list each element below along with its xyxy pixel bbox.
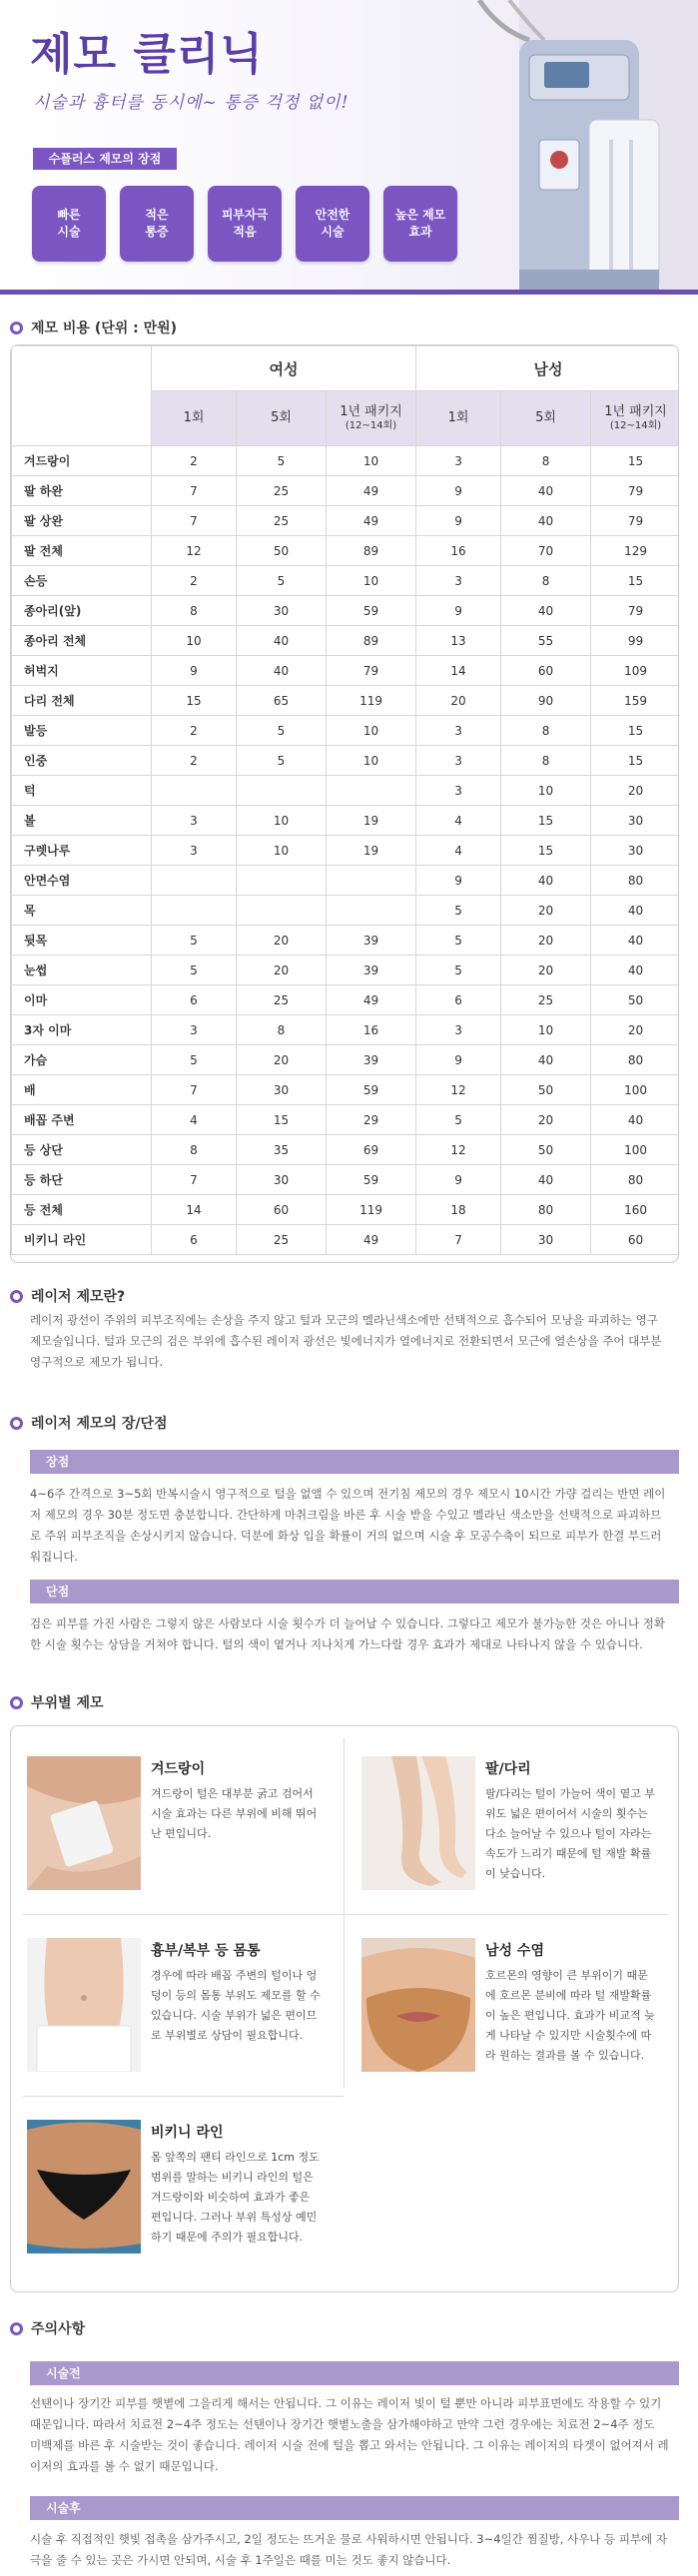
advantages-label: 수플러스 제모의 장점 bbox=[33, 148, 177, 170]
male-price-cell: 25 bbox=[501, 985, 591, 1015]
table-row bbox=[12, 806, 680, 836]
region-cell: 이마 bbox=[12, 985, 152, 1015]
female-price-cell bbox=[237, 776, 327, 806]
female-price-cell bbox=[327, 776, 416, 806]
female-price-cell: 25 bbox=[237, 985, 327, 1015]
table-row bbox=[12, 716, 680, 746]
female-price-cell: 69 bbox=[327, 1135, 416, 1165]
female-price-cell: 39 bbox=[327, 1045, 416, 1075]
divider bbox=[23, 2096, 344, 2097]
female-price-cell: 49 bbox=[327, 1225, 416, 1255]
part-title: 흉부/복부 등 몸통 bbox=[151, 1943, 261, 1959]
table-row bbox=[12, 1015, 680, 1045]
female-price-cell: 15 bbox=[237, 1105, 327, 1135]
male-price-cell: 80 bbox=[501, 1195, 591, 1225]
proscons-heading bbox=[10, 1413, 168, 1433]
table-row bbox=[12, 836, 680, 866]
bikini-image bbox=[27, 2120, 141, 2254]
female-price-cell: 9 bbox=[152, 656, 237, 686]
region-cell: 종아리 전체 bbox=[12, 626, 152, 656]
region-cell: 턱 bbox=[12, 776, 152, 806]
female-price-cell: 7 bbox=[152, 506, 237, 536]
male-price-cell: 15 bbox=[591, 716, 679, 746]
female-price-cell: 10 bbox=[327, 566, 416, 596]
female-price-cell: 40 bbox=[237, 626, 327, 656]
feature-badge: 적은 통증 bbox=[120, 186, 194, 262]
male-price-cell: 129 bbox=[591, 536, 679, 566]
female-price-cell: 2 bbox=[152, 566, 237, 596]
female-price-cell: 25 bbox=[237, 1225, 327, 1255]
male-price-cell: 100 bbox=[591, 1075, 679, 1105]
region-cell: 배꼽 주변 bbox=[12, 1105, 152, 1135]
bullet-icon bbox=[10, 2322, 23, 2335]
male-price-cell: 3 bbox=[416, 446, 501, 476]
female-price-cell: 2 bbox=[152, 716, 237, 746]
region-cell: 구렛나루 bbox=[12, 836, 152, 866]
female-price-cell: 30 bbox=[237, 596, 327, 626]
page-title: 제모 클리닉 bbox=[30, 29, 264, 80]
divider bbox=[344, 1738, 345, 2088]
male-price-cell: 159 bbox=[591, 686, 679, 716]
region-cell: 등 상단 bbox=[12, 1135, 152, 1165]
part-title: 비키니 라인 bbox=[151, 2125, 224, 2141]
col-header: 1년 패키지 (12~14회) bbox=[591, 391, 679, 446]
bullet-icon bbox=[10, 1417, 23, 1430]
region-cell: 볼 bbox=[12, 806, 152, 836]
bullet-icon bbox=[10, 322, 23, 334]
female-price-cell: 29 bbox=[327, 1105, 416, 1135]
male-price-cell: 40 bbox=[501, 1045, 591, 1075]
part-title: 남성 수염 bbox=[485, 1943, 544, 1959]
part-card-torso bbox=[11, 1918, 331, 2088]
feature-badge: 안전한 시술 bbox=[296, 186, 369, 262]
female-price-cell: 5 bbox=[152, 926, 237, 956]
male-price-cell: 8 bbox=[501, 746, 591, 776]
table-row bbox=[12, 476, 680, 506]
male-price-cell: 9 bbox=[416, 476, 501, 506]
table-row bbox=[12, 866, 680, 896]
female-price-cell: 59 bbox=[327, 1165, 416, 1195]
before-description: 선탠이나 장기간 피부를 햇볕에 그을리게 해서는 안됩니다. 그 이유는 레이저 빛이 털 뿐만 아니라 피부표면에도 작용할 수 있기 때문입니다. 따라서 치료전 2~4주 정도는 선탠이나 장기간 햇볕노출을 삼가해야하고 만약 그런 경우에는 치료전 2~4주 정도 미백제를 바른 후 시술받는 것이 좋습니다. 레이저 시술 전에 털을 뽑고 와서는 안됩니다. 그 이유는 레이저의 타겟이 없어져서 레이저의 효과를 볼 수 없기 때문입니다. bbox=[30, 2396, 669, 2473]
female-price-cell: 59 bbox=[327, 596, 416, 626]
female-price-cell: 10 bbox=[327, 746, 416, 776]
male-price-cell: 30 bbox=[591, 836, 679, 866]
legs-image bbox=[361, 1756, 475, 1890]
table-row bbox=[12, 1075, 680, 1105]
male-price-cell: 90 bbox=[501, 686, 591, 716]
female-price-cell: 25 bbox=[237, 506, 327, 536]
bullet-icon bbox=[10, 1290, 23, 1303]
region-cell: 겨드랑이 bbox=[12, 446, 152, 476]
male-price-cell: 80 bbox=[591, 866, 679, 896]
table-row bbox=[12, 1195, 680, 1225]
female-price-cell: 35 bbox=[237, 1135, 327, 1165]
female-price-cell: 5 bbox=[237, 446, 327, 476]
male-price-cell: 40 bbox=[501, 866, 591, 896]
section-title: 레이저 제모란? bbox=[31, 1289, 126, 1305]
male-price-cell: 20 bbox=[501, 896, 591, 926]
table-row bbox=[12, 566, 680, 596]
col-header: 5회 bbox=[237, 391, 327, 446]
male-price-cell: 5 bbox=[416, 1105, 501, 1135]
female-price-cell: 3 bbox=[152, 836, 237, 866]
table-row bbox=[12, 536, 680, 566]
divider bbox=[23, 1914, 668, 1915]
male-price-cell: 80 bbox=[591, 1165, 679, 1195]
pros-label: 장점 bbox=[30, 1450, 679, 1474]
table-row bbox=[12, 446, 680, 476]
female-price-cell: 10 bbox=[237, 806, 327, 836]
region-cell: 허벅지 bbox=[12, 656, 152, 686]
part-description: 경우에 따라 배꼽 주변의 털이나 엉덩이 등의 몸통 부위도 제모를 할 수 있습니다. 시술 부위가 넓은 편이므로 부위별로 상담이 필요합니다. bbox=[151, 1969, 321, 2042]
col-header: 5회 bbox=[501, 391, 591, 446]
table-row bbox=[12, 985, 680, 1015]
male-price-cell: 8 bbox=[501, 566, 591, 596]
male-price-cell: 14 bbox=[416, 656, 501, 686]
male-price-cell: 15 bbox=[591, 566, 679, 596]
table-row bbox=[12, 506, 680, 536]
hero-banner bbox=[0, 0, 698, 295]
female-price-cell: 4 bbox=[152, 1105, 237, 1135]
female-price-cell: 7 bbox=[152, 1165, 237, 1195]
region-cell: 팔 하완 bbox=[12, 476, 152, 506]
female-price-cell: 49 bbox=[327, 476, 416, 506]
male-price-cell: 13 bbox=[416, 626, 501, 656]
male-price-cell: 40 bbox=[501, 476, 591, 506]
female-price-cell: 14 bbox=[152, 1195, 237, 1225]
male-price-cell: 55 bbox=[501, 626, 591, 656]
col-header: 1회 bbox=[152, 391, 237, 446]
male-price-cell: 5 bbox=[416, 896, 501, 926]
after-label: 시술후 bbox=[30, 2496, 679, 2520]
male-price-cell: 40 bbox=[591, 956, 679, 985]
female-price-cell: 30 bbox=[237, 1165, 327, 1195]
part-description: 호르몬의 영향이 큰 부위이기 때문에 호르몬 분비에 따라 털 재발확률이 높은 편입니다. 효과가 비교적 늦게 나타날 수 있지만 시술횟수에 따라 원하는 결과를 볼 수 있습니다. bbox=[485, 1969, 655, 2062]
male-price-cell: 15 bbox=[501, 806, 591, 836]
part-card-beard bbox=[346, 1918, 665, 2088]
female-price-cell: 20 bbox=[237, 1045, 327, 1075]
female-price-cell: 89 bbox=[327, 536, 416, 566]
laser-description: 레이저 광선이 주위의 피부조직에는 손상을 주지 않고 털과 모근의 멜라닌색소에만 선택적으로 흡수되어 모낭을 파괴하는 영구 제모술입니다. 털과 모근의 검은 부위에 흡수된 레이저 광선은 빛에너지가 열에너지로 전환되면서 모근에 열손상을 주어 대부분 영구적으로 제모가 됩니다. bbox=[30, 1313, 662, 1369]
region-cell: 팔 전체 bbox=[12, 536, 152, 566]
female-price-cell: 3 bbox=[152, 1015, 237, 1045]
price-heading bbox=[10, 318, 177, 337]
col-header: 1회 bbox=[416, 391, 501, 446]
parts-heading bbox=[10, 1692, 104, 1712]
female-price-cell: 15 bbox=[152, 686, 237, 716]
feature-badge: 높은 제모 효과 bbox=[383, 186, 457, 262]
female-price-cell: 16 bbox=[327, 1015, 416, 1045]
male-price-cell: 50 bbox=[501, 1135, 591, 1165]
male-price-cell: 100 bbox=[591, 1135, 679, 1165]
female-price-cell: 19 bbox=[327, 806, 416, 836]
laser-machine-image bbox=[459, 0, 698, 290]
table-corner bbox=[12, 346, 152, 446]
female-price-cell: 20 bbox=[237, 926, 327, 956]
region-cell: 손등 bbox=[12, 566, 152, 596]
part-card-armpit bbox=[11, 1736, 331, 1906]
table-row bbox=[12, 956, 680, 985]
part-description: 팔/다리는 털이 가늘어 색이 옅고 부위도 넓은 편이어서 시술의 횟수는 다소 늘어날 수 있으나 털이 자라는 속도가 느리기 때문에 털 재발 확률이 낮습니다. bbox=[485, 1787, 655, 1880]
male-price-cell: 79 bbox=[591, 596, 679, 626]
hero-subtitle: 시술과 흉터를 동시에~ 통증 걱정 없이! bbox=[33, 93, 349, 113]
body-parts-grid bbox=[10, 1725, 679, 2292]
female-price-cell: 3 bbox=[152, 806, 237, 836]
male-price-cell: 160 bbox=[591, 1195, 679, 1225]
female-price-cell: 39 bbox=[327, 956, 416, 985]
table-row bbox=[12, 1225, 680, 1255]
female-price-cell bbox=[327, 896, 416, 926]
male-price-cell: 3 bbox=[416, 746, 501, 776]
female-price-cell: 8 bbox=[152, 1135, 237, 1165]
male-price-cell: 3 bbox=[416, 566, 501, 596]
table-row bbox=[12, 1045, 680, 1075]
section-title: 부위별 제모 bbox=[31, 1695, 104, 1711]
region-cell: 3자 이마 bbox=[12, 1015, 152, 1045]
female-price-cell: 5 bbox=[152, 956, 237, 985]
part-description: 몸 앞쪽의 팬티 라인으로 1cm 정도 범위를 말하는 비키니 라인의 털은 겨드랑이와 비슷하여 효과가 좋은 편입니다. 그러나 부위 특성상 예민하기 때문에 주의가 필요합니다. bbox=[151, 2151, 320, 2244]
female-price-cell: 2 bbox=[152, 446, 237, 476]
region-cell: 등 전체 bbox=[12, 1195, 152, 1225]
female-price-cell: 50 bbox=[237, 536, 327, 566]
female-price-cell: 119 bbox=[327, 686, 416, 716]
part-description: 겨드랑이 털은 대부분 굵고 검어서 시술 효과는 다른 부위에 비해 뛰어난 편입니다. bbox=[151, 1787, 318, 1840]
female-price-cell bbox=[237, 866, 327, 896]
male-price-cell: 40 bbox=[591, 926, 679, 956]
female-price-cell: 59 bbox=[327, 1075, 416, 1105]
female-price-cell: 19 bbox=[327, 836, 416, 866]
male-price-cell: 60 bbox=[501, 656, 591, 686]
male-price-cell: 109 bbox=[591, 656, 679, 686]
male-price-cell: 40 bbox=[501, 596, 591, 626]
male-price-cell: 10 bbox=[501, 1015, 591, 1045]
male-price-cell: 20 bbox=[591, 1015, 679, 1045]
section-title: 레이저 제모의 장/단점 bbox=[31, 1416, 168, 1432]
cons-label: 단점 bbox=[30, 1580, 679, 1604]
region-cell: 목 bbox=[12, 896, 152, 926]
female-price-cell: 5 bbox=[152, 1045, 237, 1075]
female-price-cell: 60 bbox=[237, 1195, 327, 1225]
before-label: 시술전 bbox=[30, 2361, 679, 2385]
female-price-cell: 5 bbox=[237, 566, 327, 596]
female-price-cell: 25 bbox=[237, 476, 327, 506]
female-price-cell: 30 bbox=[237, 1075, 327, 1105]
male-price-cell: 99 bbox=[591, 626, 679, 656]
female-price-cell: 12 bbox=[152, 536, 237, 566]
female-price-cell: 10 bbox=[152, 626, 237, 656]
region-cell: 다리 전체 bbox=[12, 686, 152, 716]
female-price-cell: 6 bbox=[152, 985, 237, 1015]
torso-image bbox=[27, 1938, 141, 2072]
female-price-cell bbox=[237, 896, 327, 926]
section-title: 주의사항 bbox=[31, 2321, 86, 2337]
table-row bbox=[12, 596, 680, 626]
region-cell: 발등 bbox=[12, 716, 152, 746]
female-price-cell: 20 bbox=[237, 956, 327, 985]
female-price-cell: 8 bbox=[152, 596, 237, 626]
male-price-cell: 9 bbox=[416, 506, 501, 536]
female-price-cell: 10 bbox=[237, 836, 327, 866]
region-cell: 팔 상완 bbox=[12, 506, 152, 536]
male-price-cell: 60 bbox=[591, 1225, 679, 1255]
male-price-cell: 50 bbox=[591, 985, 679, 1015]
region-cell: 종아리(앞) bbox=[12, 596, 152, 626]
female-price-cell: 89 bbox=[327, 626, 416, 656]
table-row bbox=[12, 746, 680, 776]
female-price-cell bbox=[152, 896, 237, 926]
region-cell: 배 bbox=[12, 1075, 152, 1105]
female-price-cell: 40 bbox=[237, 656, 327, 686]
female-price-cell: 5 bbox=[237, 746, 327, 776]
region-cell: 인중 bbox=[12, 746, 152, 776]
male-price-cell: 16 bbox=[416, 536, 501, 566]
male-price-cell: 70 bbox=[501, 536, 591, 566]
feature-badge: 피부자극 적음 bbox=[208, 186, 282, 262]
female-price-cell: 2 bbox=[152, 746, 237, 776]
region-cell: 비키니 라인 bbox=[12, 1225, 152, 1255]
male-price-cell: 18 bbox=[416, 1195, 501, 1225]
male-price-cell: 15 bbox=[591, 446, 679, 476]
male-price-cell: 15 bbox=[591, 746, 679, 776]
male-price-cell: 3 bbox=[416, 776, 501, 806]
male-price-cell: 30 bbox=[501, 1225, 591, 1255]
beard-image bbox=[361, 1938, 475, 2072]
male-price-cell: 4 bbox=[416, 806, 501, 836]
female-price-cell: 10 bbox=[327, 446, 416, 476]
male-price-cell: 9 bbox=[416, 1045, 501, 1075]
cons-description: 검은 피부를 가진 사람은 그렇지 않은 사람보다 시술 횟수가 더 늘어날 수 있습니다. 그렇다고 제모가 불가능한 것은 아니나 정확한 시술 횟수는 상담을 거쳐야 합니다. 털의 색이 옅거나 지나치게 가느다랄 경우 효과가 제대로 나타나지 않을 수 있습니다. bbox=[30, 1616, 666, 1651]
male-price-cell: 20 bbox=[501, 926, 591, 956]
table-row bbox=[12, 926, 680, 956]
male-price-cell: 20 bbox=[501, 1105, 591, 1135]
female-price-cell: 119 bbox=[327, 1195, 416, 1225]
col-header: 1년 패키지 (12~14회) bbox=[327, 391, 416, 446]
armpit-image bbox=[27, 1756, 141, 1890]
pros-description: 4~6주 간격으로 3~5회 반복시술시 영구적으로 털을 없앨 수 있으며 전기침 제모의 경우 제모시 10시간 가량 걸리는 반면 레이저 제모의 경우 30분 정도면 충분합니다. 간단하게 마취크림을 바른 후 시술 받을 수있고 멜라닌 색소만을 선택적으로 파괴하므로 주위 피부조직을 손상시키지 않습니다. 덕분에 화상 입을 확률이 거의 없으며 시술 후 모공수축이 되므로 피부가 한결 부드러워집니다. bbox=[30, 1487, 666, 1564]
region-cell: 안면수염 bbox=[12, 866, 152, 896]
male-price-cell: 50 bbox=[501, 1075, 591, 1105]
region-cell: 눈썹 bbox=[12, 956, 152, 985]
section-title: 제모 비용 (단위 : 만원) bbox=[31, 321, 178, 336]
male-price-cell: 5 bbox=[416, 926, 501, 956]
male-price-cell: 7 bbox=[416, 1225, 501, 1255]
table-row bbox=[12, 896, 680, 926]
male-price-cell: 9 bbox=[416, 866, 501, 896]
male-price-cell: 40 bbox=[591, 896, 679, 926]
price-table bbox=[10, 344, 679, 1263]
female-price-cell bbox=[327, 866, 416, 896]
male-price-cell: 40 bbox=[501, 506, 591, 536]
female-price-cell: 49 bbox=[327, 506, 416, 536]
part-card-bikini bbox=[11, 2100, 331, 2269]
male-price-cell: 3 bbox=[416, 716, 501, 746]
male-price-cell: 6 bbox=[416, 985, 501, 1015]
part-card-limbs bbox=[346, 1736, 665, 1906]
table-row bbox=[12, 1135, 680, 1165]
male-price-cell: 20 bbox=[416, 686, 501, 716]
bullet-icon bbox=[10, 1696, 23, 1709]
male-price-cell: 80 bbox=[591, 1045, 679, 1075]
male-price-cell: 40 bbox=[591, 1105, 679, 1135]
caution-heading bbox=[10, 2318, 85, 2338]
part-title: 팔/다리 bbox=[485, 1761, 531, 1777]
female-price-cell: 10 bbox=[327, 716, 416, 746]
female-price-cell: 7 bbox=[152, 1075, 237, 1105]
male-price-cell: 8 bbox=[501, 446, 591, 476]
female-price-cell bbox=[152, 866, 237, 896]
male-price-cell: 20 bbox=[501, 956, 591, 985]
laser-heading bbox=[10, 1286, 125, 1306]
table-row bbox=[12, 626, 680, 656]
male-header: 남성 bbox=[416, 346, 679, 391]
table-row bbox=[12, 1105, 680, 1135]
region-cell: 등 하단 bbox=[12, 1165, 152, 1195]
male-price-cell: 4 bbox=[416, 836, 501, 866]
male-price-cell: 15 bbox=[501, 836, 591, 866]
female-price-cell: 49 bbox=[327, 985, 416, 1015]
male-price-cell: 79 bbox=[591, 476, 679, 506]
male-price-cell: 40 bbox=[501, 1165, 591, 1195]
hero-divider bbox=[0, 290, 698, 295]
feature-badge: 빠른 시술 bbox=[32, 186, 106, 262]
male-price-cell: 12 bbox=[416, 1075, 501, 1105]
table-row bbox=[12, 686, 680, 716]
table-row bbox=[12, 776, 680, 806]
male-price-cell: 20 bbox=[591, 776, 679, 806]
feature-list bbox=[32, 186, 457, 262]
male-price-cell: 5 bbox=[416, 956, 501, 985]
region-cell: 뒷목 bbox=[12, 926, 152, 956]
part-title: 겨드랑이 bbox=[151, 1761, 206, 1777]
male-price-cell: 79 bbox=[591, 506, 679, 536]
male-price-cell: 9 bbox=[416, 596, 501, 626]
male-price-cell: 30 bbox=[591, 806, 679, 836]
female-price-cell: 8 bbox=[237, 1015, 327, 1045]
female-price-cell: 79 bbox=[327, 656, 416, 686]
table-row bbox=[12, 656, 680, 686]
male-price-cell: 3 bbox=[416, 1015, 501, 1045]
female-price-cell: 39 bbox=[327, 926, 416, 956]
female-price-cell: 6 bbox=[152, 1225, 237, 1255]
male-price-cell: 12 bbox=[416, 1135, 501, 1165]
after-description: 시술 후 직접적인 햇빛 접촉을 삼가주시고, 2일 정도는 뜨거운 물로 사워하시면 안됩니다. 3~4일간 찜질방, 사우나 등 피부에 자극을 줄 수 있는 곳은 가시면 안되며, 시술 후 1주일은 때를 미는 것도 좋지 않습니다. bbox=[30, 2532, 667, 2567]
male-price-cell: 10 bbox=[501, 776, 591, 806]
female-price-cell: 7 bbox=[152, 476, 237, 506]
region-cell: 가슴 bbox=[12, 1045, 152, 1075]
female-price-cell: 5 bbox=[237, 716, 327, 746]
male-price-cell: 9 bbox=[416, 1165, 501, 1195]
table-row bbox=[12, 1165, 680, 1195]
female-price-cell: 65 bbox=[237, 686, 327, 716]
male-price-cell: 8 bbox=[501, 716, 591, 746]
female-price-cell bbox=[152, 776, 237, 806]
female-header: 여성 bbox=[152, 346, 416, 391]
